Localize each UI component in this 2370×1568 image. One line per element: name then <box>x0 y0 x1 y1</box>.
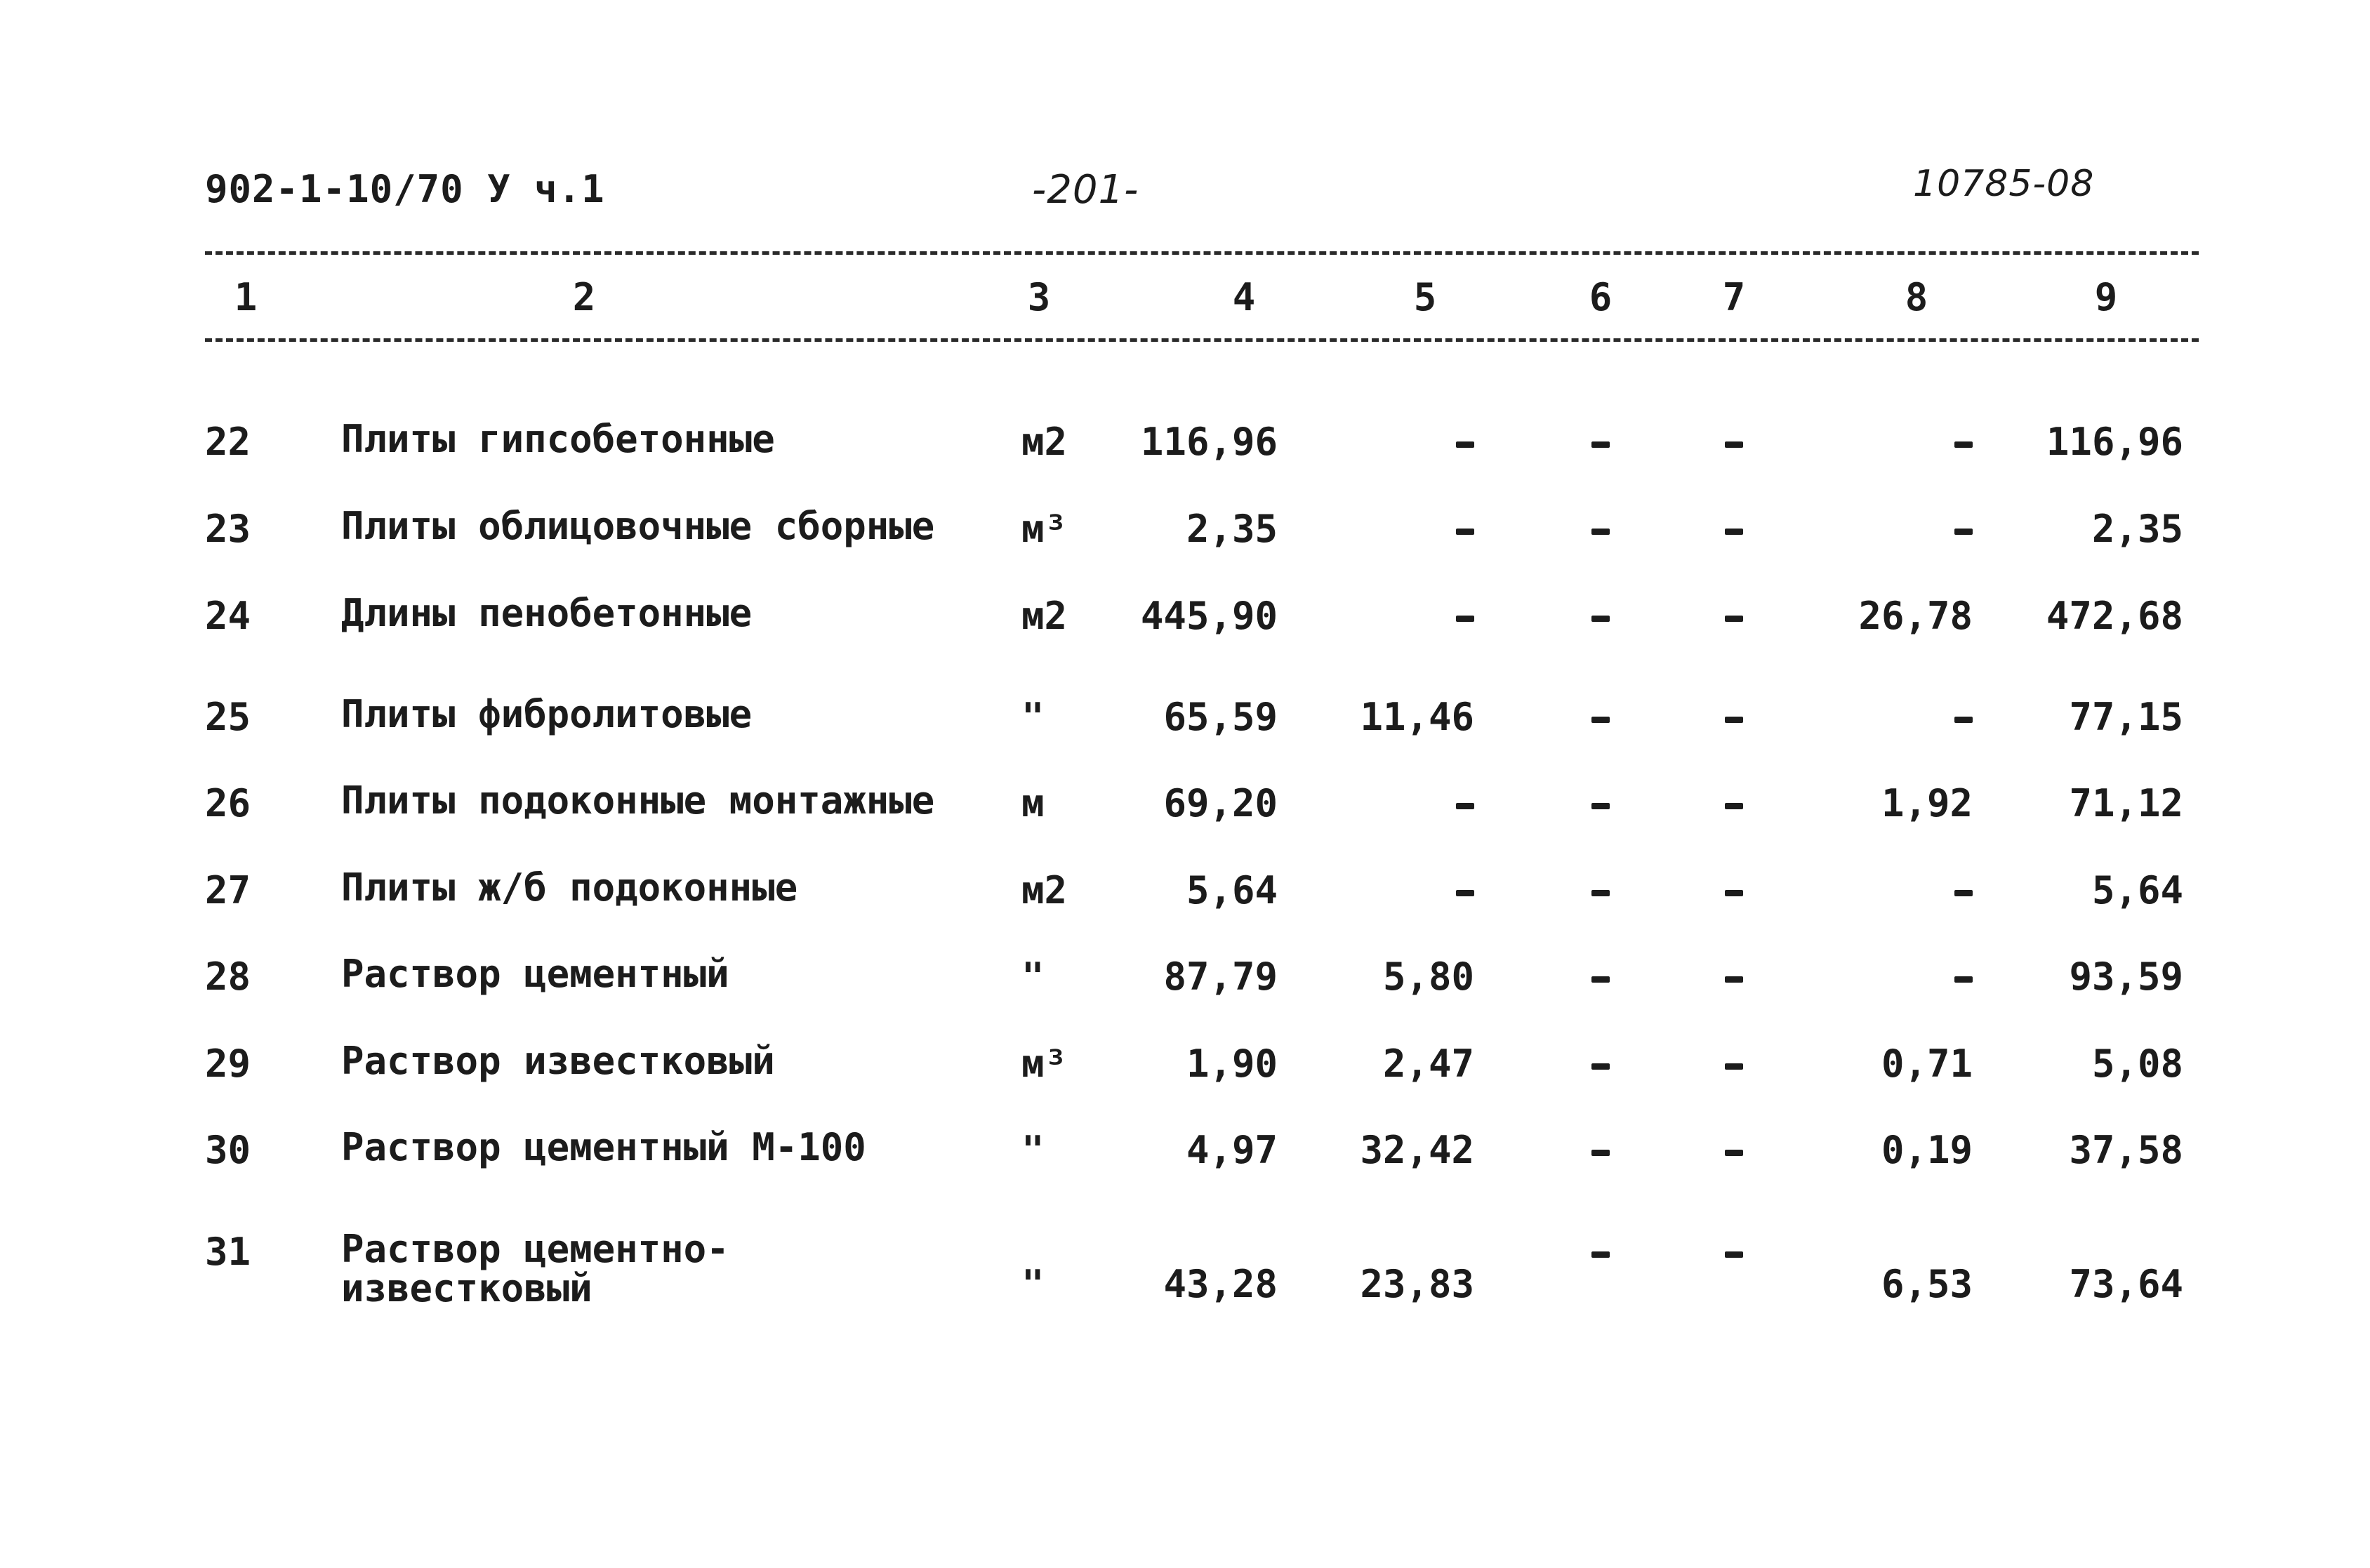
column-header-8: 8 <box>1905 275 1928 319</box>
dash-mark <box>1456 441 1474 448</box>
unit-cell: " <box>1021 1128 1045 1172</box>
value-cell: 2,35 <box>2091 507 2183 551</box>
unit-cell: м³ <box>1021 507 1068 551</box>
page-number: -201- <box>1032 167 1139 213</box>
unit-cell: " <box>1021 695 1045 739</box>
column-header-9: 9 <box>2094 275 2118 319</box>
value-cell: 37,58 <box>2069 1128 2183 1172</box>
dash-mark <box>1954 717 1973 723</box>
empty-dash <box>1573 868 1629 912</box>
dash-mark <box>1456 529 1474 535</box>
material-name: Раствор цементный М-100 <box>341 1125 866 1169</box>
dash-mark <box>1456 890 1474 896</box>
unit-cell: м2 <box>1021 868 1068 912</box>
empty-dash <box>1573 955 1629 999</box>
material-name: Длины пенобетонные <box>341 591 753 635</box>
material-name: Раствор цементно- известковый <box>341 1227 729 1310</box>
row-number: 25 <box>205 695 251 739</box>
value-cell: 6,53 <box>1881 1262 1973 1306</box>
empty-dash <box>1306 420 1474 464</box>
value-cell: 1,90 <box>1186 1042 1278 1086</box>
row-number: 24 <box>205 594 251 638</box>
header-bottom-rule <box>205 338 2199 342</box>
value-cell: 445,90 <box>1140 594 1278 638</box>
dash-mark <box>1591 1063 1610 1070</box>
dash-mark <box>1591 717 1610 723</box>
dash-mark <box>1725 803 1743 809</box>
value-cell: 77,15 <box>2069 695 2183 739</box>
dash-mark <box>1591 803 1610 809</box>
dash-mark <box>1725 976 1743 983</box>
dash-mark <box>1591 1251 1610 1258</box>
empty-dash <box>1797 955 1973 999</box>
empty-dash <box>1706 695 1762 739</box>
unit-cell: м2 <box>1021 594 1068 638</box>
value-cell: 0,71 <box>1881 1042 1973 1086</box>
empty-dash <box>1573 695 1629 739</box>
dash-mark <box>1591 890 1610 896</box>
value-cell: 32,42 <box>1360 1128 1474 1172</box>
dash-mark <box>1954 441 1973 448</box>
value-cell: 5,64 <box>2091 868 2183 912</box>
row-number: 23 <box>205 507 251 551</box>
dash-mark <box>1725 1251 1743 1258</box>
empty-dash <box>1797 507 1973 551</box>
unit-cell: " <box>1021 955 1045 999</box>
material-name: Плиты гипсобетонные <box>341 417 775 461</box>
dash-mark <box>1954 890 1973 896</box>
material-name: Раствор цементный <box>341 952 729 996</box>
value-cell: 69,20 <box>1163 781 1278 825</box>
empty-dash <box>1706 868 1762 912</box>
row-number: 29 <box>205 1042 251 1086</box>
value-cell: 73,64 <box>2069 1262 2183 1306</box>
unit-cell: " <box>1021 1262 1045 1306</box>
row-number: 31 <box>205 1230 251 1274</box>
empty-dash <box>1306 781 1474 825</box>
empty-dash <box>1706 1042 1762 1086</box>
material-name: Плиты облицовочные сборные <box>341 504 935 548</box>
dash-mark <box>1591 441 1610 448</box>
empty-dash <box>1573 420 1629 464</box>
material-name: Плиты фибролитовые <box>341 692 753 736</box>
empty-dash <box>1573 781 1629 825</box>
column-header-2: 2 <box>572 275 596 319</box>
value-cell: 116,96 <box>1140 420 1278 464</box>
empty-dash <box>1706 594 1762 638</box>
dash-mark <box>1725 717 1743 723</box>
value-cell: 71,12 <box>2069 781 2183 825</box>
empty-dash <box>1797 868 1973 912</box>
empty-dash <box>1573 1230 1629 1274</box>
value-cell: 5,64 <box>1186 868 1278 912</box>
empty-dash <box>1706 420 1762 464</box>
column-header-6: 6 <box>1589 275 1613 319</box>
dash-mark <box>1725 1063 1743 1070</box>
column-header-5: 5 <box>1413 275 1437 319</box>
value-cell: 23,83 <box>1360 1262 1474 1306</box>
value-cell: 93,59 <box>2069 955 2183 999</box>
row-number: 26 <box>205 781 251 825</box>
material-name: Плиты подоконные монтажные <box>341 778 935 823</box>
row-number: 22 <box>205 420 251 464</box>
dash-mark <box>1725 1150 1743 1156</box>
value-cell: 0,19 <box>1881 1128 1973 1172</box>
empty-dash <box>1706 781 1762 825</box>
column-header-1: 1 <box>234 275 258 319</box>
column-header-4: 4 <box>1232 275 1256 319</box>
value-cell: 116,96 <box>2046 420 2183 464</box>
empty-dash <box>1706 955 1762 999</box>
unit-cell: м2 <box>1021 420 1068 464</box>
value-cell: 2,35 <box>1186 507 1278 551</box>
dash-mark <box>1591 529 1610 535</box>
value-cell: 2,47 <box>1382 1042 1474 1086</box>
dash-mark <box>1954 976 1973 983</box>
value-cell: 87,79 <box>1163 955 1278 999</box>
empty-dash <box>1306 868 1474 912</box>
row-number: 28 <box>205 955 251 999</box>
material-name: Плиты ж/б подоконные <box>341 865 798 910</box>
unit-cell: м³ <box>1021 1042 1068 1086</box>
value-cell: 472,68 <box>2046 594 2183 638</box>
dash-mark <box>1591 1150 1610 1156</box>
empty-dash <box>1306 507 1474 551</box>
value-cell: 65,59 <box>1163 695 1278 739</box>
value-cell: 4,97 <box>1186 1128 1278 1172</box>
empty-dash <box>1706 1128 1762 1172</box>
empty-dash <box>1306 594 1474 638</box>
empty-dash <box>1706 507 1762 551</box>
empty-dash <box>1573 507 1629 551</box>
dash-mark <box>1725 529 1743 535</box>
dash-mark <box>1725 616 1743 622</box>
dash-mark <box>1591 976 1610 983</box>
dash-mark <box>1456 803 1474 809</box>
value-cell: 11,46 <box>1360 695 1474 739</box>
value-cell: 26,78 <box>1858 594 1973 638</box>
material-name: Раствор известковый <box>341 1039 775 1083</box>
unit-cell: м <box>1021 781 1045 825</box>
value-cell: 43,28 <box>1163 1262 1278 1306</box>
document-code: 902-1-10/70 У ч.1 <box>205 167 605 211</box>
column-header-7: 7 <box>1722 275 1746 319</box>
empty-dash <box>1573 1042 1629 1086</box>
value-cell: 5,08 <box>2091 1042 2183 1086</box>
header-top-rule <box>205 251 2199 255</box>
dash-mark <box>1725 441 1743 448</box>
dash-mark <box>1954 529 1973 535</box>
value-cell: 1,92 <box>1881 781 1973 825</box>
dash-mark <box>1456 616 1474 622</box>
empty-dash <box>1573 1128 1629 1172</box>
inventory-number: 10785-08 <box>1913 163 2095 205</box>
row-number: 30 <box>205 1128 251 1172</box>
dash-mark <box>1591 616 1610 622</box>
row-number: 27 <box>205 868 251 912</box>
empty-dash <box>1706 1230 1762 1274</box>
dash-mark <box>1725 890 1743 896</box>
empty-dash <box>1797 695 1973 739</box>
column-header-3: 3 <box>1027 275 1051 319</box>
empty-dash <box>1573 594 1629 638</box>
value-cell: 5,80 <box>1382 955 1474 999</box>
empty-dash <box>1797 420 1973 464</box>
